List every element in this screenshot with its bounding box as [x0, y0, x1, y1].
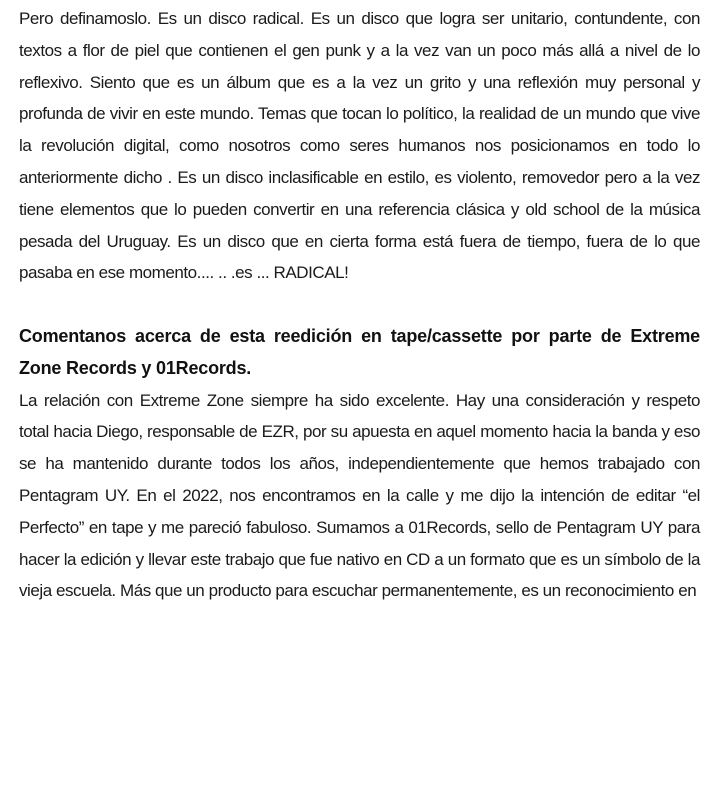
article-paragraph-reissue: La relación con Extreme Zone siempre ha sido excelente. Hay una consideración y respeto total hacia Diego, responsable de EZR, por su apuesta en aquel momento hacia la banda y eso se ha mantenido durante todos los años, independientemente que hemos trabajado con Pentagram UY. En el 2022, nos encontramos en la calle y me dijo la intención de editar “el Perfecto” en tape y me pareció fabuloso. Sumamos a 01Records, sello de Pentagram UY para hacer la edición y llevar este trabajo que fue nativo en CD a un formato que es un símbolo de la vieja escuela. Más que un producto para escuchar permanentemente, es un reconocimiento en [19, 390, 700, 601]
interview-question-heading: Comentanos acerca de esta reedición en tape/cassette por parte de Extreme Zone Records y 01Records. [19, 325, 700, 378]
paragraph-spacer [19, 289, 700, 321]
article-paragraph-radical: Pero definamoslo. Es un disco radical. Es un disco que logra ser unitario, contundente, con textos a flor de piel que contienen el gen punk y a la vez van un poco más allá a nivel de lo reflexivo. Siento que es un álbum que es a la vez un grito y una reflexión muy personal y profunda de vivir en este mundo. Temas que tocan lo político, la realidad de un mundo que vive la revolución digital, como nosotros como seres humanos nos posicionamos en todo lo anteriormente dicho . Es un disco inclasificable en estilo, es violento, removedor pero a la vez tiene elementos que lo pueden convertir en una referencia clásica y old school de la música pesada del Uruguay. Es un disco que en cierta forma está fuera de tiempo, fuera de lo que pasaba en ese momento.... .. .es ... RADICAL! [19, 9, 700, 283]
article-body [19, 0, 700, 607]
